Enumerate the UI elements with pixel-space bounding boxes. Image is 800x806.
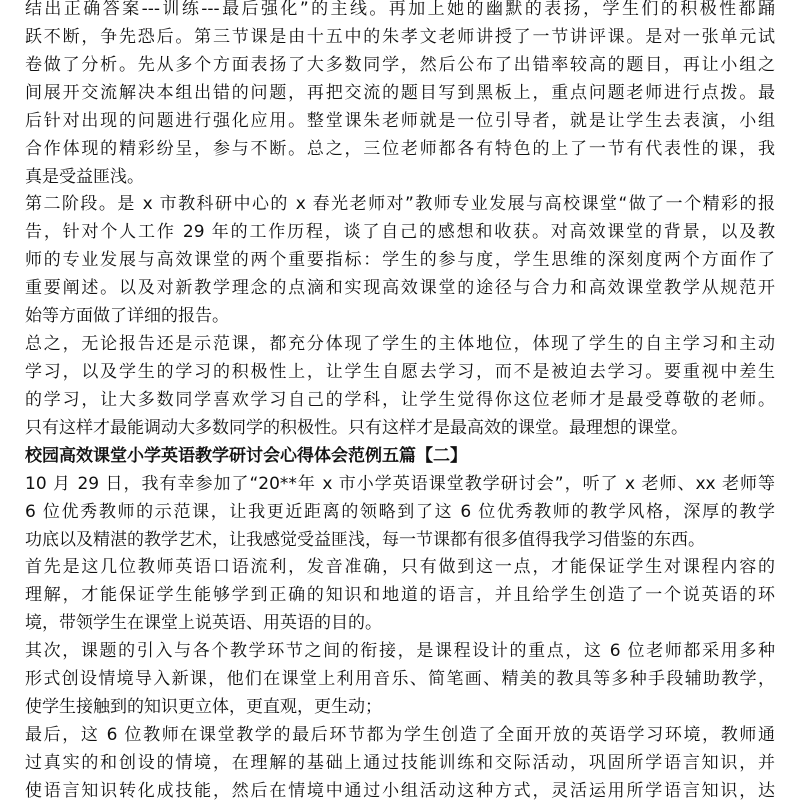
document-body (25, 0, 775, 806)
paragraph (25, 191, 775, 331)
text-line: 告，针对个人工作 29 年的工作历程，谈了自己的感想和收获。对高效课堂的背景，以及教 (25, 222, 775, 243)
text-line: 使学生接触到的知识更立体，更直观，更生动； (25, 697, 382, 718)
paragraph (25, 471, 775, 555)
text-line: 结出正确答案---训练---最后强化”的主线。再加上她的幽默的表扬，学生们的积极性都踊 (25, 0, 775, 19)
text-line: 10 月 29 日，我有幸参加了“20**年 x 市小学英语课堂教学研讨会”，听了 x 老师、xx 老师等 (25, 473, 775, 494)
paragraph (25, 331, 775, 443)
text-line: 真是受益匪浅。 (25, 166, 144, 187)
text-line: 首先是这几位教师英语口语流利，发音准确，只有做到这一点，才能保证学生对课程内容的 (25, 557, 775, 578)
paragraph (25, 722, 775, 806)
text-line: 境，带领学生在课堂上说英语、用英语的目的。 (25, 613, 382, 634)
text-line: 跃不断，争先恐后。第三节课是由十五中的朱孝文老师讲授了一节讲评课。是对一张单元试 (25, 26, 775, 47)
text-line: 功底以及精湛的教学艺术，让我感觉受益匪浅，每一节课都有很多值得我学习借鉴的东西。 (25, 529, 705, 550)
text-line: 其次，课题的引入与各个教学环节之间的衔接，是课程设计的重点，这 6 位老师都采用多种 (25, 641, 775, 662)
text-line: 重要阐述。以及对新教学理念的点滴和实现高效课堂的途径与合力和高效课堂教学从规范开 (25, 278, 775, 299)
text-line: 间展开交流解决本组出错的问题，再把交流的题目写到黑板上，重点问题老师进行点拨。最 (25, 82, 775, 103)
text-line: 理解，才能保证学生能够学到正确的知识和地道的语言，并且给学生创造了一个说英语的环 (25, 585, 775, 606)
text-line: 第二阶段。是 x 市教科研中心的 x 春光老师对”教师专业发展与高校课堂“做了一个精彩的报 (25, 194, 775, 215)
text-line: 只有这样才最能调动大多数同学的积极性。只有这样才是最高效的课堂。最理想的课堂。 (25, 417, 688, 438)
text-line: 的学习，让大多数同学喜欢学习自己的学科，让学生觉得你这位老师才是最受尊敬的老师。 (25, 389, 775, 410)
paragraph (25, 0, 775, 191)
text-line: 后针对出现的问题进行强化应用。整堂课朱老师就是一位引导者，就是让学生去表演，小组 (25, 110, 775, 131)
text-line: 师的专业发展与高效课堂的两个重要指标：学生的参与度，学生思维的深刻度两个方面作了 (25, 250, 775, 271)
text-line: 总之，无论报告还是示范课，都充分体现了学生的主体地位，体现了学生的自主学习和主动 (25, 334, 775, 355)
text-line: 过真实的和创设的情境，在理解的基础上通过技能训练和交际活动，巩固所学语言知识，并 (25, 752, 775, 773)
paragraph (25, 554, 775, 638)
text-line: 6 位优秀教师的示范课，让我更近距离的领略到了这 6 位优秀教师的教学风格，深厚的教学 (25, 501, 775, 522)
text-line: 使语言知识转化成技能，然后在情境中通过小组活动这种方式，灵活运用所学语言知识，达 (25, 780, 775, 801)
text-line: 形式创设情境导入新课，他们在课堂上利用音乐、简笔画、精美的教具等多种手段辅助教学， (25, 669, 775, 690)
text-line: 最后，这 6 位教师在课堂教学的最后环节都为学生创造了全面开放的英语学习环境，教师通 (25, 724, 775, 745)
paragraph (25, 638, 775, 722)
text-line: 学习，以及学生的学习的积极性上，让学生自愿去学习，而不是被迫去学习。要重视中差生 (25, 361, 775, 382)
section-heading (25, 443, 775, 471)
text-line: 始等方面做了详细的报告。 (25, 306, 229, 327)
text-line: 合作体现的精彩纷呈，参与不断。总之，三位老师都各有特色的上了一节有代表性的课，我 (25, 138, 775, 159)
text-line: 校园高效课堂小学英语教学研讨会心得体会范例五篇【二】 (25, 445, 467, 466)
text-line: 卷做了分析。先从多个方面表扬了大多数同学，然后公布了出错率较高的题目，再让小组之 (25, 54, 775, 75)
